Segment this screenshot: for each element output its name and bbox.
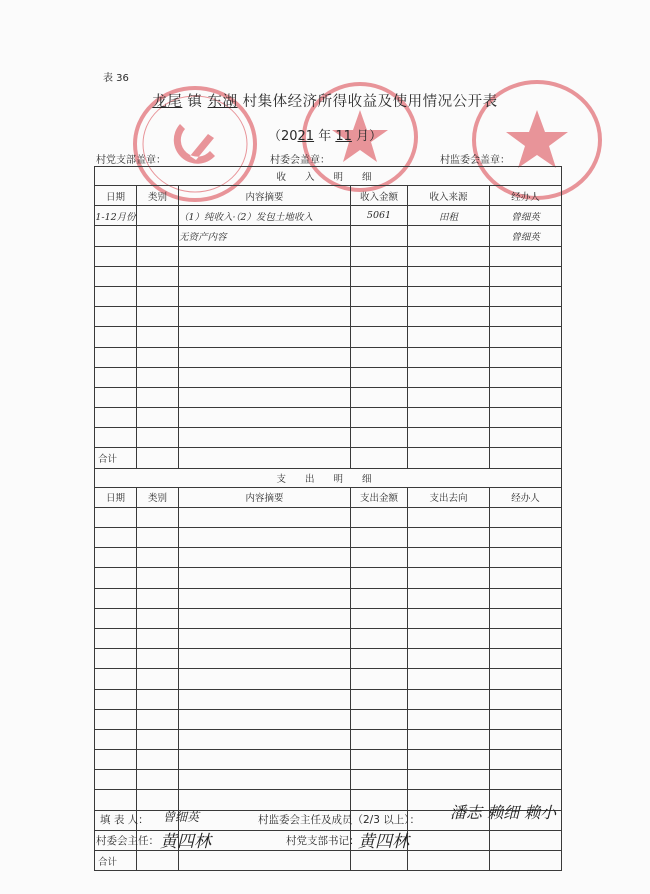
expense-total-cell bbox=[137, 851, 179, 871]
period-open: （ bbox=[267, 129, 281, 144]
title-rest: 村集体经济所得收益及使用情况公开表 bbox=[237, 94, 498, 110]
income-table-cell bbox=[95, 428, 137, 448]
income-table-cell bbox=[408, 307, 490, 327]
income-table-cell bbox=[179, 327, 351, 347]
expense-table-cell bbox=[137, 770, 179, 790]
income-table-cell bbox=[95, 286, 137, 306]
expense-table-cell bbox=[408, 568, 490, 588]
expense-table-cell bbox=[490, 649, 562, 669]
expense-table-row bbox=[95, 528, 562, 548]
director-label: 村委会主任： bbox=[96, 835, 159, 847]
town-name: 龙尾 bbox=[152, 94, 183, 110]
income-table-row bbox=[95, 387, 562, 407]
income-table-row bbox=[95, 206, 562, 226]
expense-table-cell bbox=[351, 790, 408, 810]
expense-table-cell bbox=[137, 649, 179, 669]
expense-table-cell bbox=[351, 669, 408, 689]
preparer-label: 填 表 人： bbox=[100, 814, 149, 826]
expense-table-cell bbox=[179, 729, 351, 749]
income-total-cell bbox=[137, 448, 179, 468]
income-table-cell: 无资产内容 bbox=[179, 226, 351, 246]
expense-table-cell bbox=[179, 790, 351, 810]
income-table-row bbox=[95, 428, 562, 448]
income-total-label: 合计 bbox=[95, 448, 137, 468]
income-table-cell: （1）纯收入·（2）发包土地收入 bbox=[179, 206, 351, 226]
income-table-cell bbox=[95, 347, 137, 367]
expense-column-header: 支出去向 bbox=[408, 487, 490, 507]
income-table-cell bbox=[490, 307, 562, 327]
expense-table-cell bbox=[95, 689, 137, 709]
income-table-cell: 田租 bbox=[408, 206, 490, 226]
income-table-row bbox=[95, 307, 562, 327]
period-year-suffix: 21 bbox=[297, 129, 315, 144]
income-table-cell bbox=[137, 286, 179, 306]
expense-table-row bbox=[95, 568, 562, 588]
expense-table-cell bbox=[490, 709, 562, 729]
income-table-cell bbox=[179, 367, 351, 387]
income-table-cell bbox=[408, 347, 490, 367]
income-table-cell bbox=[137, 266, 179, 286]
expense-table-cell bbox=[408, 588, 490, 608]
income-column-header: 类别 bbox=[137, 186, 179, 206]
expense-table-cell bbox=[95, 507, 137, 527]
expense-table-cell bbox=[137, 729, 179, 749]
expense-column-header: 日期 bbox=[95, 487, 137, 507]
income-table-cell bbox=[408, 367, 490, 387]
income-table-cell bbox=[351, 387, 408, 407]
income-table-cell bbox=[137, 226, 179, 246]
expense-table-cell bbox=[137, 568, 179, 588]
income-table-cell bbox=[351, 327, 408, 347]
secretary-signature: 黄四林 bbox=[358, 832, 409, 852]
expense-table-cell bbox=[95, 528, 137, 548]
expense-table-cell bbox=[179, 608, 351, 628]
income-section-title: 收 入 明 细 bbox=[95, 167, 562, 186]
expense-table-cell bbox=[351, 770, 408, 790]
expense-table-cell bbox=[490, 729, 562, 749]
expense-table-cell bbox=[137, 709, 179, 729]
income-table-cell: 曾细英 bbox=[490, 226, 562, 246]
income-total-cell bbox=[351, 448, 408, 468]
expense-table-row bbox=[95, 669, 562, 689]
expense-table-cell bbox=[408, 548, 490, 568]
income-column-header: 内容摘要 bbox=[179, 186, 351, 206]
income-table-cell bbox=[179, 246, 351, 266]
income-table-row bbox=[95, 246, 562, 266]
income-table-row bbox=[95, 347, 562, 367]
income-table-cell bbox=[137, 387, 179, 407]
income-column-header: 收入来源 bbox=[408, 186, 490, 206]
expense-table-cell bbox=[408, 689, 490, 709]
expense-table-cell bbox=[95, 750, 137, 770]
income-table-cell bbox=[137, 347, 179, 367]
income-table-cell bbox=[408, 246, 490, 266]
income-table-cell bbox=[490, 327, 562, 347]
expense-total-label: 合计 bbox=[95, 851, 137, 871]
preparer-signature: 曾细英 bbox=[163, 810, 200, 824]
expense-table-cell bbox=[179, 528, 351, 548]
expense-table-cell bbox=[95, 548, 137, 568]
expense-table-cell bbox=[95, 608, 137, 628]
income-column-header: 收入金额 bbox=[351, 186, 408, 206]
expense-table-cell bbox=[351, 709, 408, 729]
income-table-cell bbox=[351, 408, 408, 428]
expense-table-cell bbox=[137, 528, 179, 548]
party-seal-label: 村党支部盖章： bbox=[96, 155, 166, 166]
income-table-cell bbox=[490, 408, 562, 428]
income-table-cell bbox=[490, 367, 562, 387]
expense-table-cell bbox=[351, 548, 408, 568]
expense-table-cell bbox=[490, 628, 562, 648]
expense-table-cell bbox=[490, 669, 562, 689]
income-column-header: 日期 bbox=[95, 186, 137, 206]
expense-table-cell bbox=[179, 568, 351, 588]
expense-table-cell bbox=[408, 770, 490, 790]
expense-table-row bbox=[95, 750, 562, 770]
expense-total-cell bbox=[351, 851, 408, 871]
expense-table-cell bbox=[408, 628, 490, 648]
expense-table-row bbox=[95, 770, 562, 790]
income-table-cell bbox=[490, 266, 562, 286]
expense-total-cell bbox=[490, 851, 562, 871]
expense-table-cell bbox=[351, 628, 408, 648]
expense-table-cell bbox=[408, 507, 490, 527]
expense-table-cell bbox=[408, 729, 490, 749]
income-table-cell bbox=[490, 246, 562, 266]
income-table-cell bbox=[490, 347, 562, 367]
expense-table-cell bbox=[490, 770, 562, 790]
income-table-cell bbox=[408, 266, 490, 286]
income-table-cell bbox=[351, 367, 408, 387]
income-table-cell bbox=[95, 246, 137, 266]
supervisory-seal-label: 村监委会盖章： bbox=[440, 155, 510, 166]
income-table-row bbox=[95, 327, 562, 347]
income-table-cell bbox=[95, 266, 137, 286]
income-table-cell bbox=[179, 387, 351, 407]
town-suffix: 镇 bbox=[182, 94, 208, 110]
income-table-cell bbox=[490, 428, 562, 448]
expense-table-cell bbox=[351, 528, 408, 548]
expense-column-header: 经办人 bbox=[490, 487, 562, 507]
income-table-cell bbox=[95, 408, 137, 428]
expense-table-cell bbox=[137, 507, 179, 527]
expense-column-header: 内容摘要 bbox=[179, 487, 351, 507]
income-column-header: 经办人 bbox=[490, 186, 562, 206]
expense-table-row bbox=[95, 709, 562, 729]
expense-table-cell bbox=[408, 830, 490, 850]
income-table-row bbox=[95, 286, 562, 306]
income-table-cell bbox=[179, 286, 351, 306]
expense-table-cell bbox=[95, 790, 137, 810]
village-name: 东湖 bbox=[207, 94, 238, 110]
director-signature: 黄四林 bbox=[160, 832, 211, 852]
income-table-cell bbox=[408, 327, 490, 347]
expense-table-cell bbox=[179, 709, 351, 729]
expense-table-cell bbox=[408, 750, 490, 770]
expense-table-cell bbox=[95, 588, 137, 608]
expense-table-cell bbox=[351, 507, 408, 527]
expense-table-cell bbox=[179, 649, 351, 669]
expense-table-cell bbox=[490, 507, 562, 527]
expense-table-cell bbox=[408, 669, 490, 689]
period-year-label: 年 bbox=[314, 129, 336, 144]
expense-table-cell bbox=[351, 689, 408, 709]
income-table-cell bbox=[408, 286, 490, 306]
income-table-cell: 1-12月份 bbox=[95, 206, 137, 226]
income-table-cell bbox=[179, 266, 351, 286]
income-table-cell bbox=[137, 206, 179, 226]
income-table-row bbox=[95, 367, 562, 387]
income-table-cell bbox=[179, 347, 351, 367]
income-table-cell bbox=[179, 428, 351, 448]
expense-table-row bbox=[95, 628, 562, 648]
expense-table-cell bbox=[490, 588, 562, 608]
period-month: 11 bbox=[335, 129, 352, 144]
supervisors-signature: 潘志 赖细 赖小 bbox=[450, 803, 557, 822]
income-table-cell bbox=[137, 327, 179, 347]
expense-table-cell bbox=[95, 770, 137, 790]
expense-table-cell bbox=[490, 528, 562, 548]
income-table-cell bbox=[408, 408, 490, 428]
expense-table-cell bbox=[95, 669, 137, 689]
expense-table-row bbox=[95, 649, 562, 669]
income-table-cell bbox=[351, 307, 408, 327]
form-number: 表 36 bbox=[103, 73, 129, 84]
expense-table-cell bbox=[137, 689, 179, 709]
expense-table-cell bbox=[490, 548, 562, 568]
expense-table-cell bbox=[408, 528, 490, 548]
expense-table-cell bbox=[351, 568, 408, 588]
expense-table-cell bbox=[137, 750, 179, 770]
expense-table-cell bbox=[179, 770, 351, 790]
expense-table-cell bbox=[137, 608, 179, 628]
page-title bbox=[0, 90, 650, 111]
expense-table-cell bbox=[490, 750, 562, 770]
expense-table-cell bbox=[408, 649, 490, 669]
expense-table-cell bbox=[95, 568, 137, 588]
income-table-cell: 5061 bbox=[351, 206, 408, 226]
expense-table-cell bbox=[137, 548, 179, 568]
income-table-cell bbox=[351, 246, 408, 266]
expense-table-cell bbox=[95, 709, 137, 729]
expense-table-row bbox=[95, 608, 562, 628]
income-total-cell bbox=[408, 448, 490, 468]
expense-table-cell bbox=[351, 649, 408, 669]
supervisors-label: 村监委会主任及成员（2/3 以上）： bbox=[258, 814, 420, 826]
expense-table-cell bbox=[179, 507, 351, 527]
expense-table-cell bbox=[95, 628, 137, 648]
income-table-cell bbox=[95, 226, 137, 246]
income-table-cell bbox=[351, 266, 408, 286]
expense-table-row bbox=[95, 689, 562, 709]
income-table-cell bbox=[137, 246, 179, 266]
income-table-cell bbox=[137, 408, 179, 428]
expense-table-cell bbox=[351, 750, 408, 770]
expense-table-row bbox=[95, 729, 562, 749]
income-table-cell bbox=[95, 387, 137, 407]
expense-table-row bbox=[95, 548, 562, 568]
income-table-cell bbox=[95, 307, 137, 327]
expense-table-cell bbox=[95, 729, 137, 749]
expense-table-cell bbox=[408, 709, 490, 729]
income-table-cell bbox=[490, 387, 562, 407]
expense-table-cell bbox=[351, 608, 408, 628]
expense-total-cell bbox=[179, 851, 351, 871]
income-table-cell bbox=[351, 226, 408, 246]
income-table-cell bbox=[351, 286, 408, 306]
expense-table-cell bbox=[137, 628, 179, 648]
income-table-row bbox=[95, 226, 562, 246]
expense-table-cell bbox=[490, 689, 562, 709]
income-table-cell bbox=[490, 286, 562, 306]
expense-table-cell bbox=[490, 608, 562, 628]
income-table-cell bbox=[408, 428, 490, 448]
income-table-cell bbox=[137, 367, 179, 387]
expense-table-cell bbox=[179, 548, 351, 568]
secretary-label: 村党支部书记： bbox=[286, 835, 360, 847]
expense-table-cell bbox=[179, 669, 351, 689]
expense-column-header: 支出金额 bbox=[351, 487, 408, 507]
report-period bbox=[0, 125, 650, 144]
income-total-cell bbox=[179, 448, 351, 468]
period-year-prefix: 20 bbox=[280, 129, 298, 144]
period-close: 月） bbox=[351, 129, 383, 144]
expense-table-cell bbox=[490, 830, 562, 850]
committee-seal-label: 村委会盖章： bbox=[270, 155, 330, 166]
income-table-cell: 曾细英 bbox=[490, 206, 562, 226]
income-table-cell bbox=[179, 408, 351, 428]
expense-table-cell bbox=[179, 588, 351, 608]
income-table-row bbox=[95, 266, 562, 286]
expense-table-cell bbox=[179, 750, 351, 770]
expense-total-cell bbox=[408, 851, 490, 871]
expense-table-cell bbox=[408, 608, 490, 628]
income-table-cell bbox=[408, 226, 490, 246]
expense-table-row bbox=[95, 588, 562, 608]
income-total-cell bbox=[490, 448, 562, 468]
expense-table-cell bbox=[137, 669, 179, 689]
expense-table-cell bbox=[137, 588, 179, 608]
expense-table-cell bbox=[179, 689, 351, 709]
expense-table-cell bbox=[95, 649, 137, 669]
income-table-cell bbox=[95, 327, 137, 347]
income-table-cell bbox=[95, 367, 137, 387]
expense-table-cell bbox=[490, 568, 562, 588]
expense-table-cell bbox=[351, 588, 408, 608]
expense-section-title: 支 出 明 细 bbox=[95, 468, 562, 487]
income-table-cell bbox=[351, 428, 408, 448]
expense-column-header: 类别 bbox=[137, 487, 179, 507]
expense-table-cell bbox=[179, 628, 351, 648]
income-table-cell bbox=[351, 347, 408, 367]
income-table-row bbox=[95, 408, 562, 428]
income-table-cell bbox=[137, 428, 179, 448]
expense-table-cell bbox=[351, 729, 408, 749]
income-table-cell bbox=[179, 307, 351, 327]
income-table-cell bbox=[137, 307, 179, 327]
expense-table-row bbox=[95, 507, 562, 527]
income-table-cell bbox=[408, 387, 490, 407]
